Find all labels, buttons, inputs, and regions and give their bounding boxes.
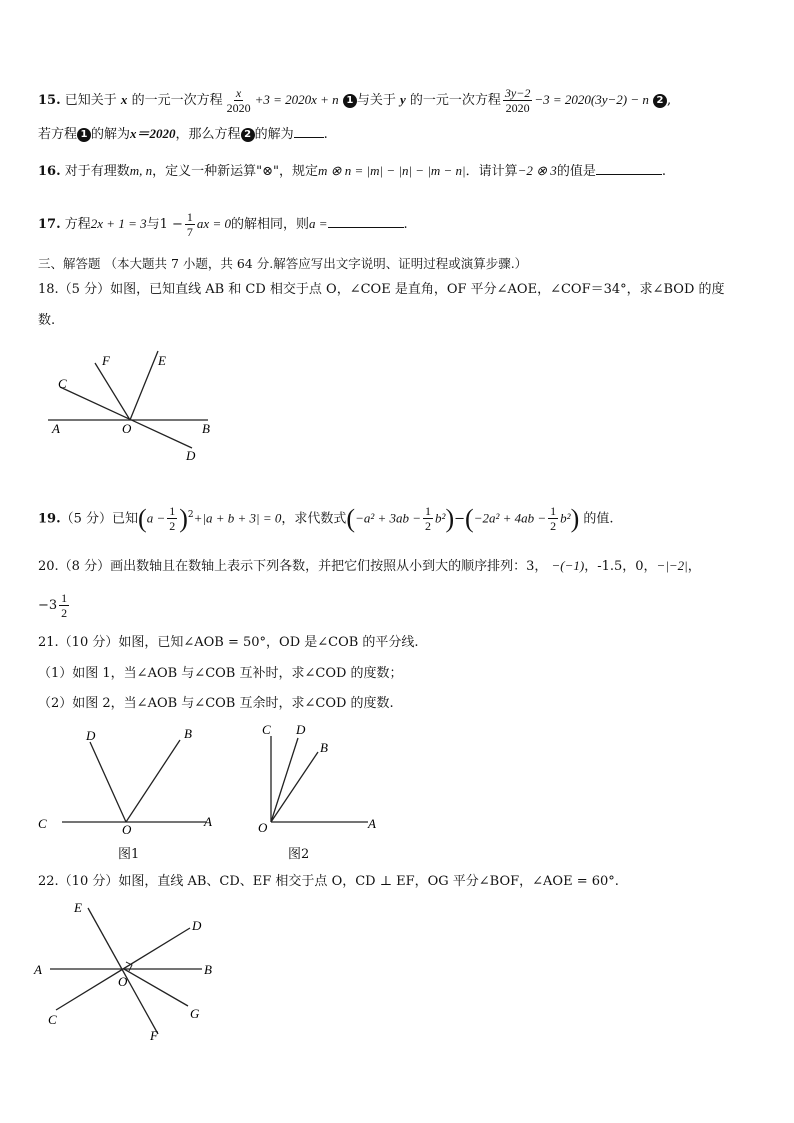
figure-q21-2 bbox=[250, 718, 390, 833]
question-17: 17. 方程2x + 1 = 3与1 − $\frac{1}{7}$ ax = 0的解相同，则a = . bbox=[38, 210, 408, 239]
label-A: A bbox=[204, 814, 212, 829]
question-number: 17. bbox=[38, 217, 61, 232]
q15-text: 与关于 bbox=[356, 93, 396, 108]
figure-2-caption: 图2 bbox=[288, 847, 310, 862]
q16-text: 的值是 bbox=[556, 164, 596, 179]
label-O: O bbox=[122, 822, 132, 837]
q20-text: 20.（8 分）画出数轴且在数轴上表示下列各数，并把它们按照从小到大的顺序排列：3， bbox=[38, 559, 548, 574]
question-number: 16. bbox=[38, 164, 61, 179]
label-D: D bbox=[86, 728, 96, 743]
equation-part: 1 − bbox=[159, 217, 183, 232]
definition: m ⊗ n = |m| − |n| − |m − n| bbox=[318, 163, 466, 178]
solution: x＝2020 bbox=[130, 126, 176, 141]
circled-number-2: 2 bbox=[653, 94, 667, 108]
mixed-number: −3 bbox=[38, 598, 58, 613]
fraction: $\frac{x}{2020}$ bbox=[226, 86, 251, 115]
answer-blank bbox=[328, 213, 404, 228]
label-A: A bbox=[368, 816, 376, 831]
label-D: D bbox=[296, 722, 306, 737]
label-B: B bbox=[320, 740, 328, 755]
numbers: ，-1.5，0， bbox=[584, 559, 657, 574]
label-B: B bbox=[184, 726, 192, 741]
equation: 2x + 1 = 3 bbox=[90, 216, 147, 231]
q16-text: 对于有理数 bbox=[64, 164, 130, 179]
q16-text: ．请计算 bbox=[465, 164, 518, 179]
q19-text: （5 分）已知 bbox=[60, 511, 139, 527]
question-16: 16. 对于有理数m, n，定义一种新运算"⊗"，规定m ⊗ n = |m| − |n| − |m − n|．请计算−2 ⊗ 3的值是 . bbox=[38, 160, 666, 182]
expression: a − bbox=[146, 510, 166, 526]
question-20-line-2 bbox=[38, 590, 71, 622]
question-number: 19. bbox=[38, 511, 61, 527]
label-D: D bbox=[186, 448, 196, 463]
label-O: O bbox=[258, 820, 268, 833]
q15-text: 的解为 bbox=[91, 127, 131, 142]
q15-text: 已知关于 bbox=[64, 93, 117, 108]
question-15-line-2: 若方程 1 的解为x＝2020，那么方程 2 的解为 . bbox=[38, 123, 328, 145]
q16-text: ，定义一种新运算"⊗"，规定 bbox=[152, 164, 319, 179]
fraction: $\frac{1}{7}$ bbox=[186, 210, 193, 239]
label-C: C bbox=[48, 1012, 57, 1027]
vars: m, n bbox=[129, 163, 153, 178]
q19-text: 的值. bbox=[583, 511, 614, 527]
question-15-line-1: 15. 已知关于 x 的一元一次方程 $\frac{x}{2020}$ +3 = 2020x + n 1 与关于 y 的一元一次方程 $\frac{3y-2}{2020}$ −3 = 2020(3y−2) − n 2 , bbox=[38, 86, 672, 115]
label-F: F bbox=[150, 1028, 158, 1043]
question-22: 22.（10 分）如图，直线 AB、CD、EF 相交于点 O，CD ⊥ EF，OG 平分∠BOF，∠AOE = 60°. bbox=[38, 874, 619, 889]
question-21-line-3: （2）如图 2，当∠AOB 与∠COB 互余时，求∠COD 的度数. bbox=[38, 696, 394, 711]
fraction: $\frac{1}{2}$ bbox=[61, 591, 68, 620]
number: −|−2| bbox=[656, 558, 688, 573]
q17-text: 的解相同，则 bbox=[230, 217, 309, 232]
answer-blank bbox=[294, 123, 324, 138]
q15-text: 的一元一次方程 bbox=[131, 93, 223, 108]
label-C: C bbox=[38, 816, 47, 831]
question-18-line-2: 数. bbox=[38, 313, 56, 328]
question-number: 15. bbox=[38, 93, 61, 108]
expression: −a² + 3ab − bbox=[355, 510, 422, 526]
q17-text: 方程 bbox=[64, 217, 91, 232]
label-D: D bbox=[192, 918, 202, 933]
equation-part: ax = 0 bbox=[196, 216, 231, 231]
circled-number-1: 1 bbox=[343, 94, 357, 108]
expression: +|a + b + 3| = 0 bbox=[193, 510, 282, 526]
equation-part: +3 = 2020x + n bbox=[254, 92, 339, 107]
label-F: F bbox=[102, 353, 110, 368]
fraction: $\frac{1}{2}$ bbox=[550, 504, 557, 534]
question-19: 19.（5 分）已知(a − $\frac{1}{2}$ )$^2$+|a + b + 3| = 0，求代数式(−a² + 3ab − $\frac{1}{2}$ b²)−(−2a² + 4ab − $\frac{1}{2}$ b²) 的值. bbox=[38, 503, 614, 534]
q17-text: 与 bbox=[146, 217, 160, 232]
fraction: $\frac{1}{2}$ bbox=[169, 504, 176, 534]
circled-number-2: 2 bbox=[241, 128, 255, 142]
label-B: B bbox=[204, 962, 212, 977]
label-B: B bbox=[202, 421, 210, 436]
figure-1-caption: 图1 bbox=[118, 847, 140, 862]
label-A: A bbox=[34, 962, 42, 977]
label-C: C bbox=[58, 376, 67, 391]
q15-text: ，那么方程 bbox=[175, 127, 241, 142]
number: −(−1) bbox=[551, 558, 585, 573]
q15-text: 的解为 bbox=[254, 127, 294, 142]
label-O: O bbox=[122, 421, 132, 436]
equation-part: −3 = 2020(3y−2) − n bbox=[534, 92, 649, 107]
figure-q18 bbox=[40, 345, 240, 465]
question-21-line-2: （1）如图 1，当∠AOB 与∠COB 互补时，求∠COD 的度数； bbox=[38, 666, 403, 681]
fraction: $\frac{1}{2}$ bbox=[425, 504, 432, 534]
var-a: a = bbox=[308, 216, 328, 231]
label-E: E bbox=[158, 353, 166, 368]
label-A: A bbox=[52, 421, 60, 436]
q15-text: 若方程 bbox=[38, 127, 78, 142]
label-C: C bbox=[262, 722, 271, 737]
q15-text: 的一元一次方程 bbox=[409, 93, 501, 108]
label-O: O bbox=[118, 974, 128, 989]
var-x: x bbox=[120, 92, 128, 107]
label-G: G bbox=[190, 1006, 200, 1021]
figure-q22 bbox=[32, 898, 222, 1048]
label-E: E bbox=[74, 900, 82, 915]
question-21-line-1: 21.（10 分）如图，已知∠AOB = 50°，OD 是∠COB 的平分线. bbox=[38, 635, 419, 650]
q19-text: ，求代数式 bbox=[281, 511, 347, 527]
section-heading: 三、解答题 （本大题共 7 小题，共 64 分.解答应写出文字说明、证明过程或演算步骤.） bbox=[38, 256, 528, 271]
answer-blank bbox=[596, 160, 662, 175]
circled-number-1: 1 bbox=[77, 128, 91, 142]
figure-q21-1 bbox=[30, 722, 230, 837]
expression: −2a² + 4ab − bbox=[473, 510, 547, 526]
expression: −2 ⊗ 3 bbox=[517, 163, 557, 178]
fraction: $\frac{3y-2}{2020}$ bbox=[504, 86, 531, 115]
question-20-line-1: 20.（8 分）画出数轴且在数轴上表示下列各数，并把它们按照从小到大的顺序排列：3， −(−1)，-1.5，0，−|−2|， bbox=[38, 558, 701, 574]
question-18-line-1: 18.（5 分）如图，已知直线 AB 和 CD 相交于点 O，∠COE 是直角，OF 平分∠AOE，∠COF＝34°，求∠BOD 的度 bbox=[38, 282, 725, 297]
var-y: y bbox=[399, 92, 406, 107]
